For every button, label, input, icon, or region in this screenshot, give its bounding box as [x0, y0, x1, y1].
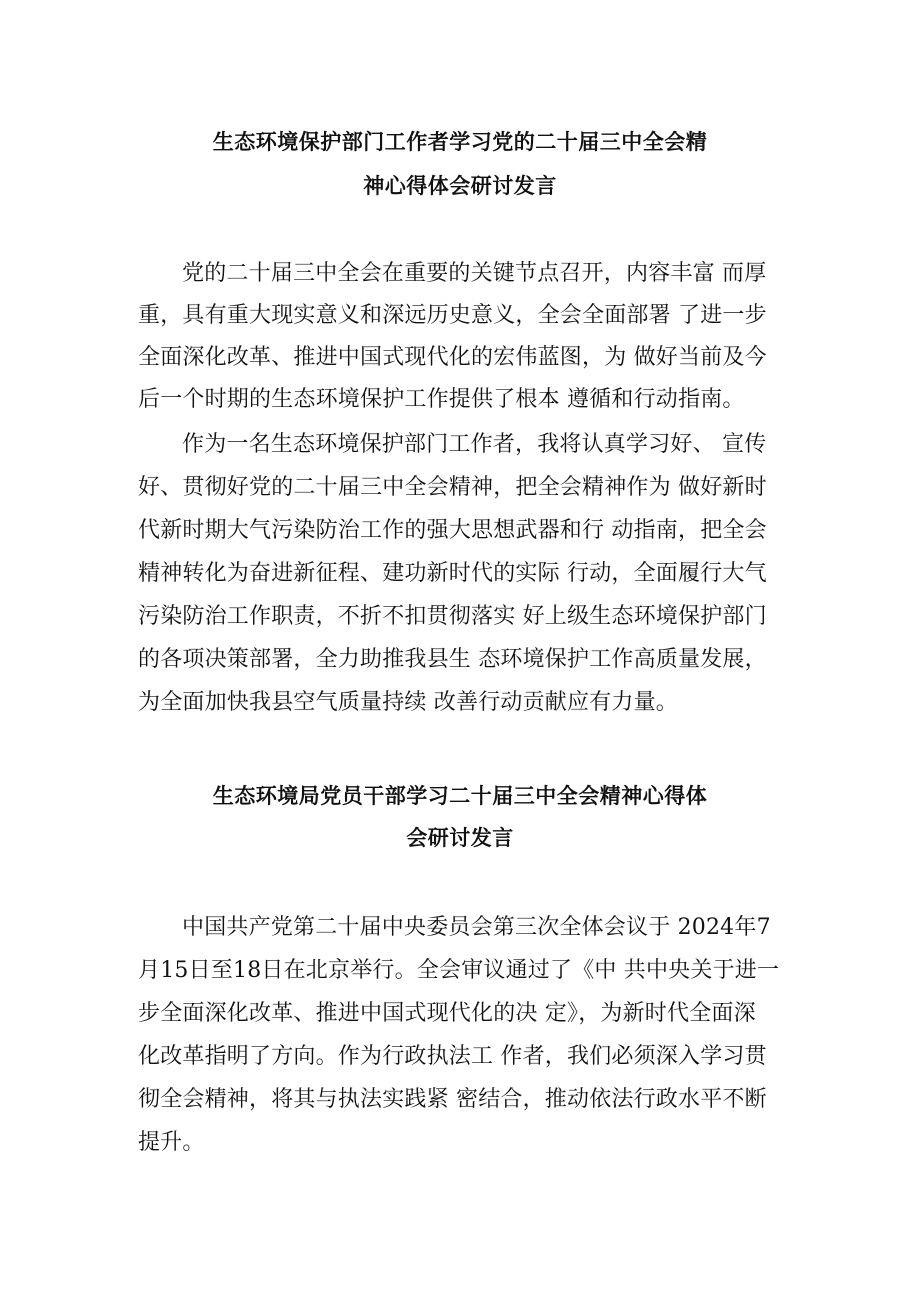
paragraph-line: 好、贯彻好党的二十届三中全会精神，把全会精神作为 做好新时: [138, 475, 767, 500]
section2-title-line-2: 会研讨发言: [406, 826, 514, 850]
paragraph-line: 月15日至18日在北京举行。全会审议通过了《中 共中央关于进一: [138, 958, 780, 983]
paragraph-line: 污染防治工作职责，不折不扣贯彻落实 好上级生态环境保护部门: [138, 604, 767, 629]
paragraph-line: 中国共产党第二十届中央委员会第三次全体会议于 2024年7: [182, 915, 771, 940]
section1-title-line-1: 生态环境保护部门工作者学习党的二十届三中全会精: [212, 130, 708, 154]
paragraph-line: 代新时期大气污染防治工作的强大思想武器和行 动指南，把全会: [138, 518, 767, 543]
paragraph-line: 后一个时期的生态环境保护工作提供了根本 遵循和行动指南。: [138, 387, 745, 412]
paragraph-line: 全面深化改革、推进中国式现代化的宏伟蓝图，为 做好当前及今: [138, 345, 767, 370]
paragraph-line: 的各项决策部署，全力助推我县生 态环境保护工作高质量发展，: [138, 647, 767, 672]
paragraph-line: 重，具有重大现实意义和深远历史意义，全会全面部署 了进一步: [138, 303, 767, 328]
paragraph-line: 提升。: [138, 1130, 205, 1155]
paragraph-line: 步全面深化改革、推进中国式现代化的决 定》，为新时代全面深: [138, 1001, 756, 1026]
section2-title-line-1: 生态环境局党员干部学习二十届三中全会精神心得体: [212, 784, 708, 808]
section1-title-line-2: 神心得体会研讨发言: [363, 174, 557, 198]
paragraph-line: 精神转化为奋进新征程、建功新时代的实际 行动，全面履行大气: [138, 561, 767, 586]
paragraph-line: 彻全会精神，将其与执法实践紧 密结合，推动依法行政水平不断: [138, 1087, 767, 1112]
paragraph-line: 党的二十届三中全会在重要的关键节点召开，内容丰富 而厚: [182, 261, 767, 286]
paragraph-line: 作为一名生态环境保护部门工作者，我将认真学习好、 宣传: [182, 432, 767, 457]
paragraph-line: 为全面加快我县空气质量持续 改善行动贡献应有力量。: [138, 690, 678, 715]
paragraph-line: 化改革指明了方向。作为行政执法工 作者，我们必须深入学习贯: [138, 1044, 767, 1069]
